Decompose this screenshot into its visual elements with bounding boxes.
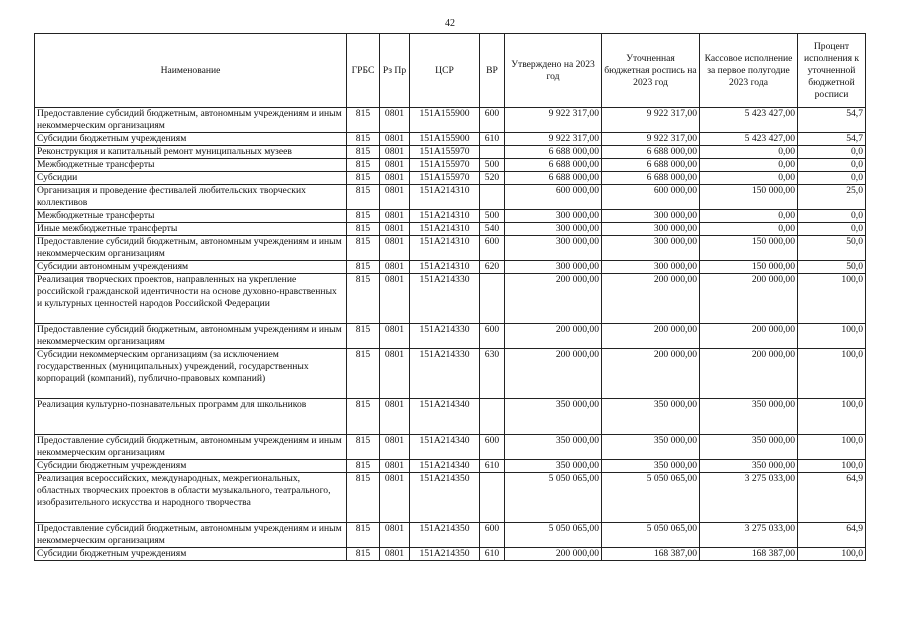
cell-name: Субсидии автономным учреждениям (35, 261, 347, 274)
cell-vr (480, 274, 505, 324)
cell-grbs: 815 (347, 473, 380, 523)
cell-name: Предоставление субсидий бюджетным, автономным учреждениям и иным некоммерческим организациям (35, 435, 347, 460)
table-row (35, 324, 866, 349)
table-row (35, 133, 866, 146)
cell-vr: 620 (480, 261, 505, 274)
cell-cash: 200 000,00 (700, 324, 798, 349)
cell-grbs: 815 (347, 223, 380, 236)
cell-percent: 54,7 (798, 133, 866, 146)
cell-refined: 200 000,00 (602, 324, 700, 349)
cell-vr: 630 (480, 349, 505, 399)
cell-name: Предоставление субсидий бюджетным, автономным учреждениям и иным некоммерческим организациям (35, 523, 347, 548)
cell-name: Реализация творческих проектов, направленных на укрепление российской гражданской идентичности на основе духовно-нравственных и культурных ценностей народов Российской Федерации (35, 274, 347, 324)
budget-execution-table (34, 33, 866, 561)
cell-percent: 0,0 (798, 172, 866, 185)
cell-percent: 0,0 (798, 159, 866, 172)
cell-percent: 64,9 (798, 473, 866, 523)
cell-grbs: 815 (347, 523, 380, 548)
cell-cash: 168 387,00 (700, 548, 798, 561)
cell-refined: 6 688 000,00 (602, 172, 700, 185)
table-body (35, 108, 866, 561)
header-name: Наименование (35, 34, 347, 108)
cell-refined: 600 000,00 (602, 185, 700, 210)
cell-approved: 200 000,00 (505, 548, 602, 561)
cell-percent: 50,0 (798, 236, 866, 261)
cell-csr: 151A214340 (410, 435, 480, 460)
cell-percent: 54,7 (798, 108, 866, 133)
cell-rz: 0801 (380, 210, 410, 223)
cell-approved: 5 050 065,00 (505, 523, 602, 548)
cell-approved: 200 000,00 (505, 324, 602, 349)
cell-vr (480, 399, 505, 435)
cell-approved: 600 000,00 (505, 185, 602, 210)
cell-rz: 0801 (380, 460, 410, 473)
cell-percent: 0,0 (798, 146, 866, 159)
cell-grbs: 815 (347, 324, 380, 349)
cell-cash: 0,00 (700, 223, 798, 236)
cell-grbs: 815 (347, 108, 380, 133)
cell-name: Субсидии бюджетным учреждениям (35, 133, 347, 146)
cell-approved: 300 000,00 (505, 223, 602, 236)
cell-approved: 6 688 000,00 (505, 172, 602, 185)
cell-vr: 520 (480, 172, 505, 185)
cell-refined: 9 922 317,00 (602, 133, 700, 146)
cell-grbs: 815 (347, 159, 380, 172)
cell-cash: 3 275 033,00 (700, 523, 798, 548)
table-row (35, 185, 866, 210)
cell-csr: 151A214340 (410, 399, 480, 435)
cell-cash: 0,00 (700, 159, 798, 172)
cell-grbs: 815 (347, 172, 380, 185)
cell-rz: 0801 (380, 108, 410, 133)
header-rz: Рз Пр (380, 34, 410, 108)
cell-percent: 100,0 (798, 349, 866, 399)
cell-rz: 0801 (380, 159, 410, 172)
cell-rz: 0801 (380, 274, 410, 324)
cell-approved: 5 050 065,00 (505, 473, 602, 523)
header-cash: Кассовое исполнение за первое полугодие 2023 года (700, 34, 798, 108)
cell-percent: 100,0 (798, 548, 866, 561)
table-header-row (35, 34, 866, 108)
cell-rz: 0801 (380, 548, 410, 561)
header-approved: Утверждено на 2023 год (505, 34, 602, 108)
cell-vr: 600 (480, 108, 505, 133)
cell-percent: 0,0 (798, 223, 866, 236)
cell-csr: 151A214310 (410, 185, 480, 210)
cell-percent: 25,0 (798, 185, 866, 210)
table-row (35, 523, 866, 548)
table-row (35, 223, 866, 236)
cell-grbs: 815 (347, 185, 380, 210)
table-row (35, 210, 866, 223)
cell-grbs: 815 (347, 146, 380, 159)
cell-cash: 0,00 (700, 146, 798, 159)
header-grbs: ГРБС (347, 34, 380, 108)
cell-vr: 540 (480, 223, 505, 236)
table-row (35, 108, 866, 133)
table-row (35, 274, 866, 324)
cell-cash: 350 000,00 (700, 399, 798, 435)
cell-grbs: 815 (347, 210, 380, 223)
cell-vr: 500 (480, 210, 505, 223)
cell-name: Межбюджетные трансферты (35, 159, 347, 172)
cell-rz: 0801 (380, 261, 410, 274)
cell-rz: 0801 (380, 349, 410, 399)
cell-name: Реконструкция и капитальный ремонт муниципальных музеев (35, 146, 347, 159)
cell-grbs: 815 (347, 133, 380, 146)
cell-refined: 168 387,00 (602, 548, 700, 561)
cell-cash: 5 423 427,00 (700, 108, 798, 133)
cell-approved: 300 000,00 (505, 236, 602, 261)
cell-csr: 151A155970 (410, 146, 480, 159)
cell-cash: 5 423 427,00 (700, 133, 798, 146)
cell-csr: 151A155900 (410, 133, 480, 146)
cell-vr: 500 (480, 159, 505, 172)
cell-rz: 0801 (380, 236, 410, 261)
cell-approved: 200 000,00 (505, 349, 602, 399)
cell-approved: 9 922 317,00 (505, 108, 602, 133)
cell-approved: 300 000,00 (505, 261, 602, 274)
cell-grbs: 815 (347, 261, 380, 274)
cell-refined: 200 000,00 (602, 349, 700, 399)
cell-grbs: 815 (347, 435, 380, 460)
cell-approved: 350 000,00 (505, 435, 602, 460)
cell-cash: 150 000,00 (700, 236, 798, 261)
cell-name: Межбюджетные трансферты (35, 210, 347, 223)
cell-name: Организация и проведение фестивалей любительских творческих коллективов (35, 185, 347, 210)
cell-csr: 151A214350 (410, 473, 480, 523)
cell-rz: 0801 (380, 223, 410, 236)
cell-approved: 6 688 000,00 (505, 146, 602, 159)
cell-rz: 0801 (380, 146, 410, 159)
cell-csr: 151A214310 (410, 236, 480, 261)
table-row (35, 236, 866, 261)
cell-grbs: 815 (347, 236, 380, 261)
cell-name: Предоставление субсидий бюджетным, автономным учреждениям и иным некоммерческим организациям (35, 324, 347, 349)
cell-rz: 0801 (380, 399, 410, 435)
cell-vr (480, 185, 505, 210)
cell-refined: 9 922 317,00 (602, 108, 700, 133)
cell-cash: 150 000,00 (700, 261, 798, 274)
cell-csr: 151A214330 (410, 349, 480, 399)
cell-csr: 151A155970 (410, 172, 480, 185)
cell-rz: 0801 (380, 185, 410, 210)
cell-name: Субсидии бюджетным учреждениям (35, 548, 347, 561)
header-refined: Уточненная бюджетная роспись на 2023 год (602, 34, 700, 108)
cell-percent: 100,0 (798, 324, 866, 349)
table-row (35, 261, 866, 274)
cell-percent: 100,0 (798, 274, 866, 324)
cell-cash: 200 000,00 (700, 274, 798, 324)
cell-name: Субсидии некоммерческим организациям (за исключением государственных (муниципальных) учреждений, государственных корпораций (компаний), публично-правовых компаний) (35, 349, 347, 399)
cell-approved: 300 000,00 (505, 210, 602, 223)
table-row (35, 172, 866, 185)
cell-cash: 350 000,00 (700, 435, 798, 460)
cell-vr: 610 (480, 133, 505, 146)
cell-percent: 100,0 (798, 399, 866, 435)
cell-rz: 0801 (380, 133, 410, 146)
cell-refined: 350 000,00 (602, 460, 700, 473)
cell-csr: 151A214350 (410, 548, 480, 561)
cell-percent: 100,0 (798, 460, 866, 473)
cell-percent: 0,0 (798, 210, 866, 223)
page-number: 42 (445, 18, 455, 29)
cell-name: Предоставление субсидий бюджетным, автономным учреждениям и иным некоммерческим организациям (35, 108, 347, 133)
header-vr: ВР (480, 34, 505, 108)
cell-vr (480, 146, 505, 159)
cell-csr: 151A214310 (410, 210, 480, 223)
cell-name: Иные межбюджетные трансферты (35, 223, 347, 236)
cell-rz: 0801 (380, 435, 410, 460)
cell-csr: 151A214330 (410, 274, 480, 324)
cell-cash: 0,00 (700, 210, 798, 223)
cell-csr: 151A155900 (410, 108, 480, 133)
cell-percent: 64,9 (798, 523, 866, 548)
cell-rz: 0801 (380, 172, 410, 185)
cell-approved: 350 000,00 (505, 460, 602, 473)
cell-name: Реализация всероссийских, международных, межрегиональных, областных творческих проектов в области музыкального, театрального, изобразительного искусства и народного творчества (35, 473, 347, 523)
cell-refined: 300 000,00 (602, 261, 700, 274)
cell-grbs: 815 (347, 460, 380, 473)
cell-cash: 0,00 (700, 172, 798, 185)
cell-percent: 50,0 (798, 261, 866, 274)
cell-grbs: 815 (347, 399, 380, 435)
cell-grbs: 815 (347, 548, 380, 561)
cell-refined: 5 050 065,00 (602, 523, 700, 548)
cell-vr: 610 (480, 460, 505, 473)
table-row (35, 159, 866, 172)
cell-cash: 3 275 033,00 (700, 473, 798, 523)
cell-refined: 200 000,00 (602, 274, 700, 324)
cell-vr: 610 (480, 548, 505, 561)
table-row (35, 399, 866, 435)
cell-refined: 5 050 065,00 (602, 473, 700, 523)
cell-grbs: 815 (347, 349, 380, 399)
cell-name: Субсидии бюджетным учреждениям (35, 460, 347, 473)
cell-approved: 200 000,00 (505, 274, 602, 324)
cell-refined: 300 000,00 (602, 236, 700, 261)
cell-csr: 151A214330 (410, 324, 480, 349)
cell-csr: 151A214340 (410, 460, 480, 473)
cell-vr: 600 (480, 523, 505, 548)
cell-cash: 150 000,00 (700, 185, 798, 210)
cell-vr: 600 (480, 324, 505, 349)
cell-csr: 151A214310 (410, 261, 480, 274)
table-row (35, 435, 866, 460)
cell-cash: 200 000,00 (700, 349, 798, 399)
cell-vr: 600 (480, 236, 505, 261)
cell-vr: 600 (480, 435, 505, 460)
cell-csr: 151A214310 (410, 223, 480, 236)
table-row (35, 146, 866, 159)
cell-refined: 350 000,00 (602, 435, 700, 460)
cell-rz: 0801 (380, 523, 410, 548)
cell-rz: 0801 (380, 324, 410, 349)
cell-approved: 350 000,00 (505, 399, 602, 435)
cell-grbs: 815 (347, 274, 380, 324)
cell-percent: 100,0 (798, 435, 866, 460)
cell-approved: 9 922 317,00 (505, 133, 602, 146)
header-percent: Процент исполнения к уточненной бюджетной росписи (798, 34, 866, 108)
cell-csr: 151A214350 (410, 523, 480, 548)
cell-approved: 6 688 000,00 (505, 159, 602, 172)
cell-name: Субсидии (35, 172, 347, 185)
table-row (35, 548, 866, 561)
cell-rz: 0801 (380, 473, 410, 523)
cell-refined: 350 000,00 (602, 399, 700, 435)
cell-refined: 300 000,00 (602, 223, 700, 236)
cell-refined: 300 000,00 (602, 210, 700, 223)
header-csr: ЦСР (410, 34, 480, 108)
cell-refined: 6 688 000,00 (602, 146, 700, 159)
table-row (35, 460, 866, 473)
cell-vr (480, 473, 505, 523)
cell-cash: 350 000,00 (700, 460, 798, 473)
cell-refined: 6 688 000,00 (602, 159, 700, 172)
cell-csr: 151A155970 (410, 159, 480, 172)
cell-name: Реализация культурно-познавательных программ для школьников (35, 399, 347, 435)
table-row (35, 349, 866, 399)
cell-name: Предоставление субсидий бюджетным, автономным учреждениям и иным некоммерческим организациям (35, 236, 347, 261)
table-row (35, 473, 866, 523)
